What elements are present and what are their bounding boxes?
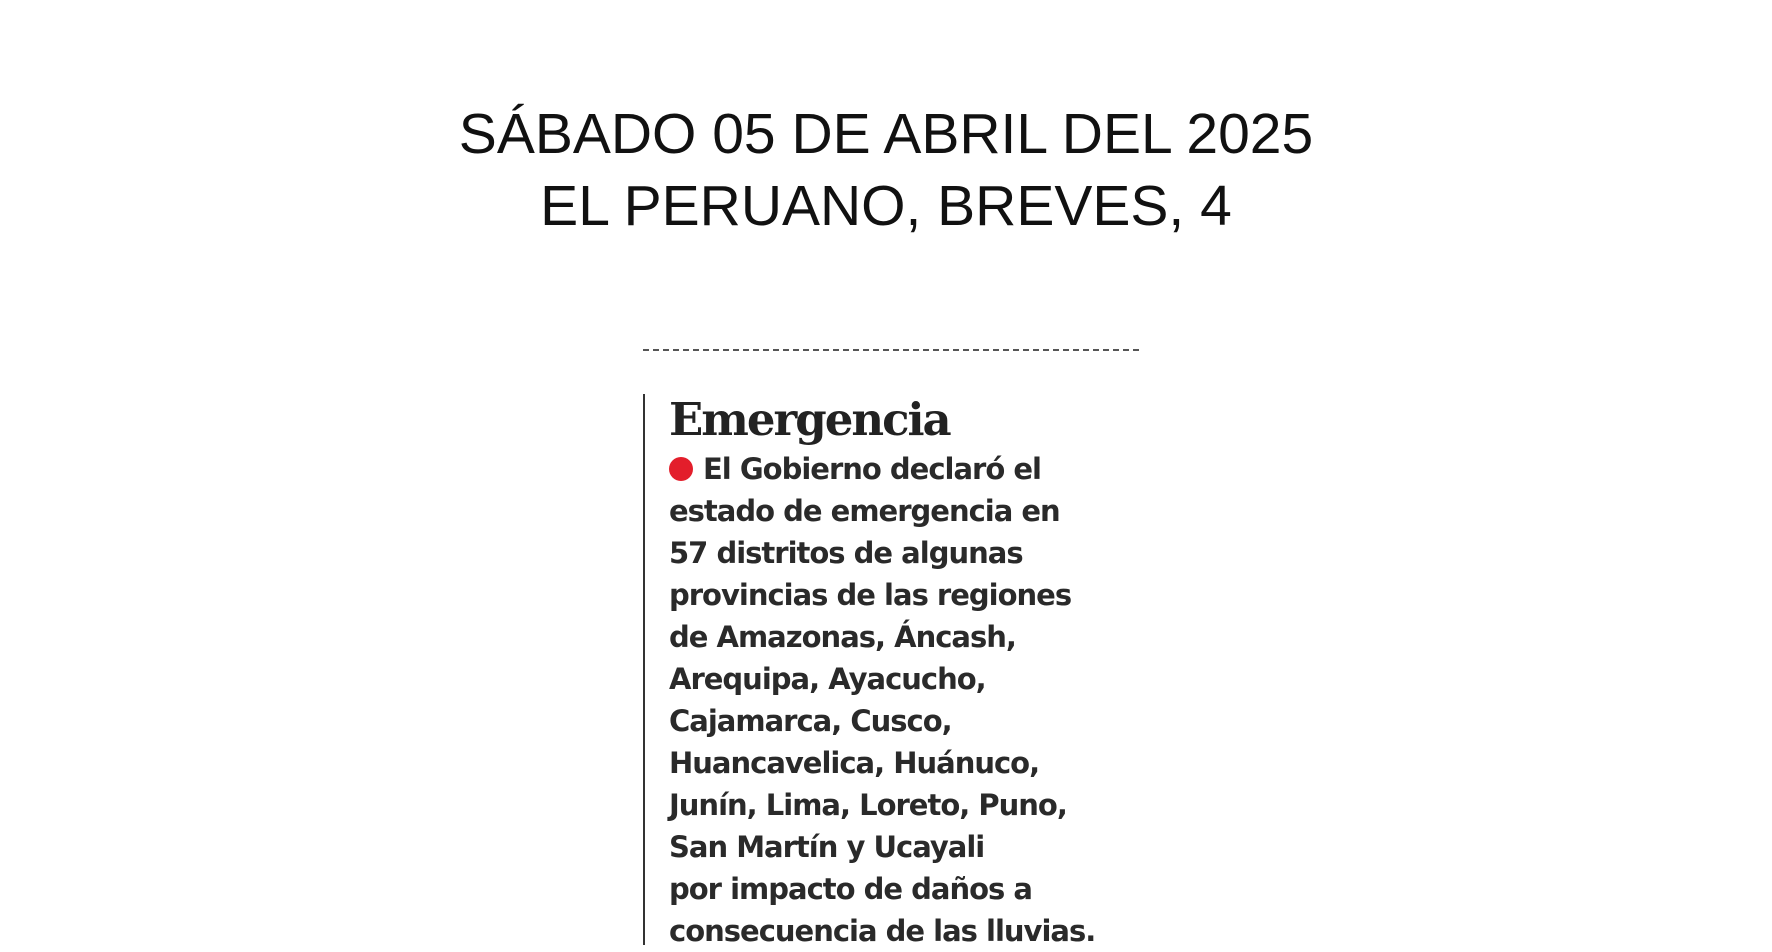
- article-line: El Gobierno declaró el: [703, 452, 1041, 486]
- red-bullet-icon: [669, 457, 693, 481]
- date-line: SÁBADO 05 DE ABRIL DEL 2025: [458, 102, 1314, 166]
- dashed-divider: [643, 349, 1139, 351]
- article-line: provincias de las regiones: [669, 578, 1072, 612]
- article-line-first: [669, 448, 1123, 490]
- article-line: consecuencia de las lluvias.: [669, 914, 1096, 948]
- source-line: EL PERUANO, BREVES, 4: [540, 174, 1232, 238]
- article-line: estado de emergencia en: [669, 494, 1060, 528]
- article-line: 57 distritos de algunas: [669, 536, 1023, 570]
- article-line: Cajamarca, Cusco,: [669, 704, 952, 738]
- news-brief: [643, 393, 1123, 948]
- article-line: Junín, Lima, Loreto, Puno,: [669, 788, 1067, 822]
- page-header: [0, 98, 1772, 242]
- article-line: Huancavelica, Huánuco,: [669, 746, 1040, 780]
- article-kicker: Emergencia: [669, 393, 950, 446]
- article-line: Arequipa, Ayacucho,: [669, 662, 986, 696]
- article-line: San Martín y Ucayali: [669, 830, 985, 864]
- article-body: [669, 448, 1123, 952]
- article-line: por impacto de daños a: [669, 872, 1032, 906]
- article-line: de Amazonas, Áncash,: [669, 620, 1016, 654]
